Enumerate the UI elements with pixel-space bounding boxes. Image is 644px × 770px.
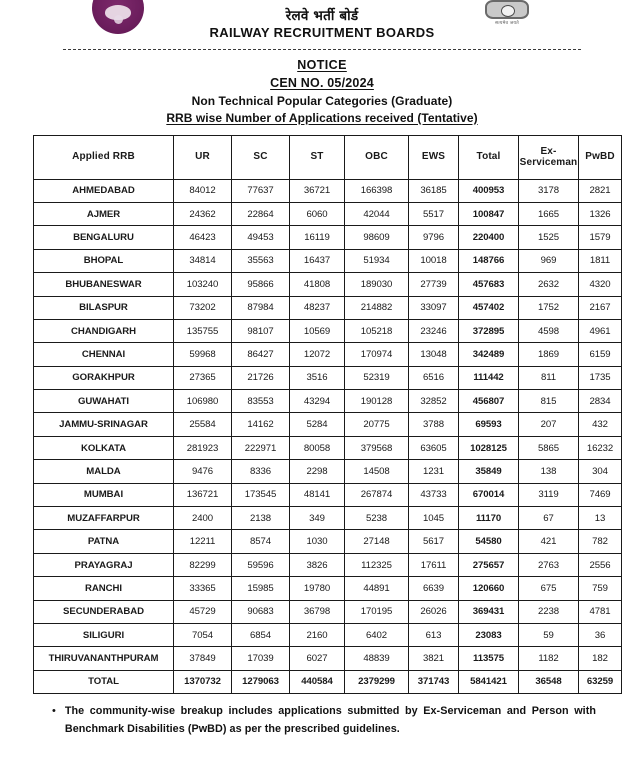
cell-obc: 166398 <box>345 179 409 202</box>
cell-rrb-name: BHOPAL <box>34 249 174 272</box>
cell-rrb-name: PATNA <box>34 530 174 553</box>
cell-obc: 48839 <box>345 647 409 670</box>
cell-rrb-name: GUWAHATI <box>34 390 174 413</box>
table-row <box>34 179 622 202</box>
cell-ex-serviceman: 3178 <box>519 179 579 202</box>
cell-st: 10569 <box>290 319 345 342</box>
cell-st: 16119 <box>290 226 345 249</box>
cell-total: 372895 <box>459 319 519 342</box>
cell-ews: 27739 <box>409 273 459 296</box>
cell-ex-serviceman: 815 <box>519 390 579 413</box>
cell-ur: 9476 <box>174 460 232 483</box>
cell-ur: 34814 <box>174 249 232 272</box>
cell-ur: 7054 <box>174 623 232 646</box>
cell-st: 80058 <box>290 436 345 459</box>
cell-pwbd: 16232 <box>579 436 622 459</box>
cell-rrb-name: KOLKATA <box>34 436 174 459</box>
notice-heading-block <box>0 57 644 127</box>
cell-rrb-name: BENGALURU <box>34 226 174 249</box>
cell-sc: 90683 <box>232 600 290 623</box>
cell-ex-serviceman: 4598 <box>519 319 579 342</box>
masthead <box>0 0 644 44</box>
hindi-organisation-title: रेलवे भर्ती बोर्ड <box>285 8 359 24</box>
ex-serviceman-line2: Serviceman <box>519 157 578 169</box>
column-header-st: ST <box>290 135 345 179</box>
cell-sc: 59596 <box>232 553 290 576</box>
cell-ex-serviceman: 3119 <box>519 483 579 506</box>
cell-ex-serviceman: 67 <box>519 507 579 530</box>
cen-number: CEN NO. 05/2024 <box>270 75 374 90</box>
cell-total: 120660 <box>459 577 519 600</box>
cell-pwbd: 1326 <box>579 202 622 225</box>
cell-ur: 33365 <box>174 577 232 600</box>
table-row <box>34 343 622 366</box>
cell-st: 349 <box>290 507 345 530</box>
cell-sc: 77637 <box>232 179 290 202</box>
table-row <box>34 249 622 272</box>
table-total-row <box>34 670 622 693</box>
cell-pwbd: 6159 <box>579 343 622 366</box>
table-row <box>34 296 622 319</box>
cell-rrb-name: BILASPUR <box>34 296 174 319</box>
cell-sc: 14162 <box>232 413 290 436</box>
footnote <box>52 703 596 738</box>
cell-obc: 42044 <box>345 202 409 225</box>
cell-pwbd: 4781 <box>579 600 622 623</box>
table-row <box>34 366 622 389</box>
cell-st: 36721 <box>290 179 345 202</box>
cell-ews: 3821 <box>409 647 459 670</box>
cell-pwbd: 1811 <box>579 249 622 272</box>
cell-pwbd: 7469 <box>579 483 622 506</box>
cell-ur: 281923 <box>174 436 232 459</box>
cell-sc: 222971 <box>232 436 290 459</box>
cell-st: 12072 <box>290 343 345 366</box>
cell-ur: 27365 <box>174 366 232 389</box>
cell-ews: 6639 <box>409 577 459 600</box>
cell-ews: 9796 <box>409 226 459 249</box>
cell-total: 400953 <box>459 179 519 202</box>
table-row <box>34 530 622 553</box>
column-header-ews: EWS <box>409 135 459 179</box>
cell-obc: 190128 <box>345 390 409 413</box>
cell-sc: 21726 <box>232 366 290 389</box>
cell-total: 1028125 <box>459 436 519 459</box>
table-row <box>34 390 622 413</box>
cell-obc: 44891 <box>345 577 409 600</box>
cell-ews: 17611 <box>409 553 459 576</box>
cell-pwbd: 4961 <box>579 319 622 342</box>
cell-st: 5284 <box>290 413 345 436</box>
notice-title: NOTICE <box>297 58 347 72</box>
cell-total: 35849 <box>459 460 519 483</box>
cell-rrb-name: THIRUVANANTHPURAM <box>34 647 174 670</box>
cell-ex-serviceman: 59 <box>519 623 579 646</box>
cell-pwbd: 2556 <box>579 553 622 576</box>
cell-ex-serviceman: 421 <box>519 530 579 553</box>
cell-obc: 112325 <box>345 553 409 576</box>
cell-obc: 170195 <box>345 600 409 623</box>
cell-st: 2298 <box>290 460 345 483</box>
cell-ews: 5617 <box>409 530 459 553</box>
cell-ews: 10018 <box>409 249 459 272</box>
cell-total-total: 5841421 <box>459 670 519 693</box>
cell-ex-serviceman: 675 <box>519 577 579 600</box>
cell-obc: 214882 <box>345 296 409 319</box>
cell-ur: 46423 <box>174 226 232 249</box>
cell-total-st: 440584 <box>290 670 345 693</box>
cell-total: 54580 <box>459 530 519 553</box>
cell-pwbd: 759 <box>579 577 622 600</box>
table-row <box>34 600 622 623</box>
column-header-pwbd: PwBD <box>579 135 622 179</box>
cell-ur: 103240 <box>174 273 232 296</box>
column-header-ur: UR <box>174 135 232 179</box>
cell-ur: 106980 <box>174 390 232 413</box>
cell-rrb-name: MUMBAI <box>34 483 174 506</box>
cell-ex-serviceman: 2763 <box>519 553 579 576</box>
emblem-motto: सत्यमेव जयते <box>495 21 519 26</box>
cell-obc: 267874 <box>345 483 409 506</box>
cell-total: 111442 <box>459 366 519 389</box>
cell-st: 6027 <box>290 647 345 670</box>
cell-rrb-name: PRAYAGRAJ <box>34 553 174 576</box>
cell-total: 23083 <box>459 623 519 646</box>
cell-sc: 8574 <box>232 530 290 553</box>
table-row <box>34 483 622 506</box>
cell-st: 1030 <box>290 530 345 553</box>
cell-total: 342489 <box>459 343 519 366</box>
cell-rrb-name: GORAKHPUR <box>34 366 174 389</box>
cell-total-ur: 1370732 <box>174 670 232 693</box>
cell-ews: 43733 <box>409 483 459 506</box>
cell-rrb-name: SECUNDERABAD <box>34 600 174 623</box>
cell-st: 41808 <box>290 273 345 296</box>
cell-total-ews: 371743 <box>409 670 459 693</box>
cell-sc: 2138 <box>232 507 290 530</box>
cell-ex-serviceman: 969 <box>519 249 579 272</box>
cell-rrb-name: CHANDIGARH <box>34 319 174 342</box>
cell-obc: 98609 <box>345 226 409 249</box>
cell-total: 113575 <box>459 647 519 670</box>
cell-pwbd: 1579 <box>579 226 622 249</box>
table-row <box>34 413 622 436</box>
cell-rrb-name: AJMER <box>34 202 174 225</box>
cell-pwbd: 36 <box>579 623 622 646</box>
cell-total: 148766 <box>459 249 519 272</box>
table-row <box>34 647 622 670</box>
cell-ex-serviceman: 1525 <box>519 226 579 249</box>
cell-rrb-name: BHUBANESWAR <box>34 273 174 296</box>
cell-pwbd: 13 <box>579 507 622 530</box>
cell-ews: 13048 <box>409 343 459 366</box>
cell-sc: 86427 <box>232 343 290 366</box>
cell-obc: 14508 <box>345 460 409 483</box>
cell-sc: 87984 <box>232 296 290 319</box>
cell-ews: 613 <box>409 623 459 646</box>
cell-total: 220400 <box>459 226 519 249</box>
notice-category: Non Technical Popular Categories (Graduate) <box>191 93 453 108</box>
table-row <box>34 577 622 600</box>
footnote-text: The community-wise breakup includes applications submitted by Ex-Serviceman and Person with Benchmark Disabilities (PwBD) as per the prescribed guidelines. <box>64 705 596 735</box>
cell-total-obc: 2379299 <box>345 670 409 693</box>
cell-ews: 36185 <box>409 179 459 202</box>
cell-ur: 37849 <box>174 647 232 670</box>
cell-ur: 82299 <box>174 553 232 576</box>
cell-ur: 45729 <box>174 600 232 623</box>
cell-sc: 173545 <box>232 483 290 506</box>
cell-ex-serviceman: 138 <box>519 460 579 483</box>
cell-sc: 15985 <box>232 577 290 600</box>
table-row <box>34 273 622 296</box>
cell-sc: 83553 <box>232 390 290 413</box>
cell-sc: 6854 <box>232 623 290 646</box>
cell-ews: 32852 <box>409 390 459 413</box>
cell-total: 11170 <box>459 507 519 530</box>
cell-ex-serviceman: 207 <box>519 413 579 436</box>
cell-rrb-name: JAMMU-SRINAGAR <box>34 413 174 436</box>
cell-obc: 105218 <box>345 319 409 342</box>
cell-ur: 24362 <box>174 202 232 225</box>
cell-obc: 6402 <box>345 623 409 646</box>
cell-pwbd: 782 <box>579 530 622 553</box>
cell-ews: 26026 <box>409 600 459 623</box>
cell-pwbd: 432 <box>579 413 622 436</box>
cell-ews: 5517 <box>409 202 459 225</box>
cell-ews: 63605 <box>409 436 459 459</box>
cell-pwbd: 2167 <box>579 296 622 319</box>
cell-rrb-name: AHMEDABAD <box>34 179 174 202</box>
cell-obc: 5238 <box>345 507 409 530</box>
header-divider <box>63 49 581 50</box>
applications-table <box>33 135 622 695</box>
cell-total: 670014 <box>459 483 519 506</box>
table-row <box>34 553 622 576</box>
cell-ex-serviceman: 811 <box>519 366 579 389</box>
cell-total: 456807 <box>459 390 519 413</box>
cell-ur: 84012 <box>174 179 232 202</box>
notice-subtitle: RRB wise Number of Applications received (Tentative) <box>166 110 478 125</box>
table-header <box>34 135 622 179</box>
cell-pwbd: 182 <box>579 647 622 670</box>
ex-serviceman-line1: Ex- <box>540 145 557 157</box>
cell-rrb-name: SILIGURI <box>34 623 174 646</box>
cell-st: 3826 <box>290 553 345 576</box>
cell-st: 2160 <box>290 623 345 646</box>
cell-obc: 27148 <box>345 530 409 553</box>
english-organisation-title: RAILWAY RECRUITMENT BOARDS <box>209 25 435 40</box>
cell-total-pwbd: 63259 <box>579 670 622 693</box>
cell-st: 36798 <box>290 600 345 623</box>
cell-rrb-name: MALDA <box>34 460 174 483</box>
cell-ews: 33097 <box>409 296 459 319</box>
column-header-obc: OBC <box>345 135 409 179</box>
cell-sc: 49453 <box>232 226 290 249</box>
cell-total-ex-serviceman: 36548 <box>519 670 579 693</box>
cell-ur: 136721 <box>174 483 232 506</box>
cell-st: 48237 <box>290 296 345 319</box>
table-header-row <box>34 135 622 179</box>
cell-ur: 12211 <box>174 530 232 553</box>
cell-ex-serviceman: 5865 <box>519 436 579 459</box>
cell-ur: 135755 <box>174 319 232 342</box>
cell-sc: 8336 <box>232 460 290 483</box>
cell-ur: 59968 <box>174 343 232 366</box>
cell-total-label: TOTAL <box>34 670 174 693</box>
cell-ews: 6516 <box>409 366 459 389</box>
table-row <box>34 623 622 646</box>
cell-ews: 1045 <box>409 507 459 530</box>
cell-sc: 98107 <box>232 319 290 342</box>
cell-sc: 22864 <box>232 202 290 225</box>
cell-st: 43294 <box>290 390 345 413</box>
cell-obc: 379568 <box>345 436 409 459</box>
cell-obc: 51934 <box>345 249 409 272</box>
cell-ews: 23246 <box>409 319 459 342</box>
cell-ur: 2400 <box>174 507 232 530</box>
cell-sc: 17039 <box>232 647 290 670</box>
cell-st: 3516 <box>290 366 345 389</box>
cell-sc: 35563 <box>232 249 290 272</box>
applications-table-wrap <box>33 135 615 695</box>
table-row <box>34 202 622 225</box>
cell-obc: 52319 <box>345 366 409 389</box>
cell-ur: 25584 <box>174 413 232 436</box>
cell-ex-serviceman: 1752 <box>519 296 579 319</box>
table-row <box>34 436 622 459</box>
cell-rrb-name: RANCHI <box>34 577 174 600</box>
cell-ews: 1231 <box>409 460 459 483</box>
table-body <box>34 179 622 694</box>
cell-pwbd: 1735 <box>579 366 622 389</box>
cell-obc: 20775 <box>345 413 409 436</box>
cell-ex-serviceman: 1869 <box>519 343 579 366</box>
column-header-total: Total <box>459 135 519 179</box>
column-header-ex-serviceman <box>519 135 579 179</box>
table-row <box>34 507 622 530</box>
cell-ex-serviceman: 1665 <box>519 202 579 225</box>
cell-sc: 95866 <box>232 273 290 296</box>
cell-ur: 73202 <box>174 296 232 319</box>
column-header-applied-rrb: Applied RRB <box>34 135 174 179</box>
cell-ex-serviceman: 1182 <box>519 647 579 670</box>
cell-st: 48141 <box>290 483 345 506</box>
cell-pwbd: 2834 <box>579 390 622 413</box>
cell-pwbd: 4320 <box>579 273 622 296</box>
cell-st: 19780 <box>290 577 345 600</box>
cell-total-sc: 1279063 <box>232 670 290 693</box>
cell-rrb-name: MUZAFFARPUR <box>34 507 174 530</box>
cell-total: 275657 <box>459 553 519 576</box>
cell-ex-serviceman: 2238 <box>519 600 579 623</box>
cell-pwbd: 304 <box>579 460 622 483</box>
cell-obc: 170974 <box>345 343 409 366</box>
cell-rrb-name: CHENNAI <box>34 343 174 366</box>
table-row <box>34 226 622 249</box>
cell-total: 100847 <box>459 202 519 225</box>
cell-pwbd: 2821 <box>579 179 622 202</box>
column-header-sc: SC <box>232 135 290 179</box>
table-row <box>34 319 622 342</box>
cell-obc: 189030 <box>345 273 409 296</box>
footnote-bullet: • <box>52 705 56 718</box>
cell-st: 6060 <box>290 202 345 225</box>
cell-total: 457402 <box>459 296 519 319</box>
cell-total: 369431 <box>459 600 519 623</box>
cell-ews: 3788 <box>409 413 459 436</box>
cell-st: 16437 <box>290 249 345 272</box>
cell-total: 69593 <box>459 413 519 436</box>
cell-ex-serviceman: 2632 <box>519 273 579 296</box>
table-row <box>34 460 622 483</box>
cell-total: 457683 <box>459 273 519 296</box>
